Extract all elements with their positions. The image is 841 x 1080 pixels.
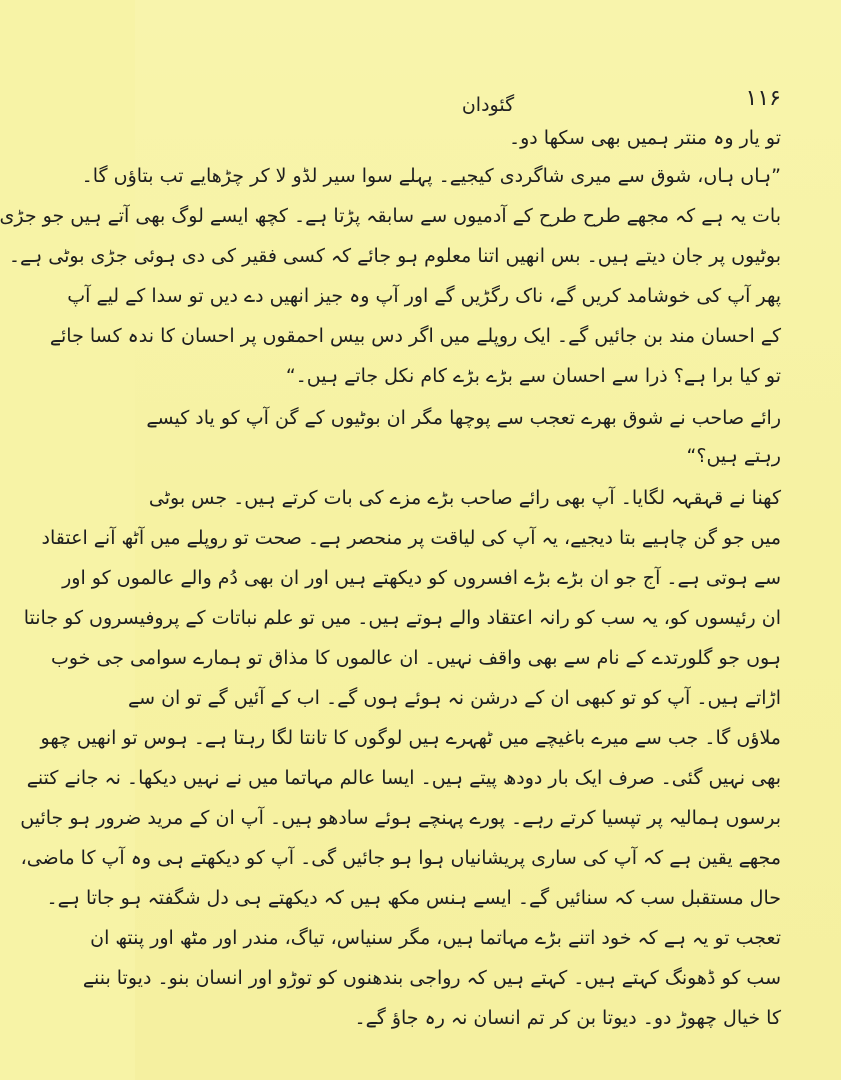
text-line: بھی نہیں گئی۔ صرف ایک بار دودھ پیتے ہیں۔ ایسا عالم مہاتما میں نے نہیں دیکھا۔ نہ جانے کتنے [26,767,781,789]
text-line: ”ہاں ہاں، شوق سے میری شاگردی کیجیے۔ پہلے سوا سیر لڈو لا کر چڑھایے تب بتاؤں گا۔ [81,165,781,187]
text-line: کا خیال چھوڑ دو۔ دیوتا بن کر تم انسان نہ رہ جاؤ گے۔ [354,1007,781,1029]
text-line: تو یار وہ منتر ہمیں بھی سکھا دو۔ [509,127,781,149]
text-line: پھر آپ کی خوشامد کریں گے، ناک رگڑیں گے اور آپ وہ جیز انھیں دے دیں تو سدا کے لیے آپ [67,285,781,307]
text-line: ملاؤں گا۔ جب سے میرے باغیچے میں ٹھہرے ہیں لوگوں کا تانتا لگا رہتا ہے۔ ہوس تو انھیں چھو [40,727,781,749]
running-head: گئودان [461,94,515,116]
text-line: مجھے یقین ہے کہ آپ کی ساری پریشانیاں ہوا ہو جائیں گی۔ آپ کو دیکھتے ہی وہ آپ کا ماضی، [20,847,781,869]
text-line: حال مستقبل سب کہ سنائیں گے۔ ایسے ہنس مکھ ہیں کہ دیکھتے ہی دل شگفتہ ہو جاتا ہے۔ [46,887,781,909]
text-line: اڑاتے ہیں۔ آپ کو تو کبھی ان کے درشن نہ ہوئے ہوں گے۔ اب کے آئیں گے تو ان سے [128,687,781,709]
text-line: برسوں ہمالیہ پر تپسیا کرتے رہے۔ پورے پہنچے ہوئے سادھو ہیں۔ آپ ان کے مرید ضرور ہو جائیں [20,807,781,829]
text-line: ہوں جو گلورتدے کے نام سے بھی واقف نہیں۔ ان عالموں کا مذاق تو ہمارے سوامی جی خوب [50,647,781,669]
text-line: بوٹیوں پر جان دیتے ہیں۔ بس انھیں اتنا معلوم ہو جائے کہ کسی فقیر کی دی ہوئی جڑی بوٹی ہے۔ [8,245,781,267]
text-line: کے احسان مند بن جائیں گے۔ ایک روپلے میں اگر دس بیس احمقوں پر احسان کا ندہ کسا جائے [49,325,781,347]
text-line: بات یہ ہے کہ مجھے طرح طرح کے آدمیوں سے سابقہ پڑتا ہے۔ کچھ ایسے لوگ بھی آتے ہیں جو جڑی [0,205,781,227]
text-line: سب کو ڈھونگ کہتے ہیں۔ کہتے ہیں کہ رواجی بندھنوں کو توڑو اور انسان بنو۔ دیوتا بننے [82,967,781,989]
text-line: میں جو گن چاہیے بتا دیجیے، یہ آپ کی لیاقت پر منحصر ہے۔ صحت تو روپلے میں آٹھ آنے اعتقاد [41,527,781,549]
text-line: ان رئیسوں کو، یہ سب کو رانہ اعتقاد والے ہوتے ہیں۔ میں تو علم نباتات کے پروفیسروں کو جانتا [23,607,781,629]
text-line: کھنا نے قہقہہ لگایا۔ آپ بھی رائے صاحب بڑے مزے کی بات کرتے ہیں۔ جس بوٹی [148,487,781,509]
text-line: تو کیا برا ہے؟ ذرا سے احسان سے بڑے بڑے کام نکل جاتے ہیں۔“ [285,365,781,387]
text-line: رہتے ہیں؟“ [686,445,781,467]
page-number: ۱۱۶ [745,86,781,111]
text-line: تعجب تو یہ ہے کہ خود اتنے بڑے مہاتما ہیں، مگر سنیاس، تیاگ، مندر اور مٹھ اور پنتھ ان [90,927,781,949]
text-line: سے ہوتی ہے۔ آج جو ان بڑے بڑے افسروں کو دیکھتے ہیں اور ان بھی دُم والے عالموں کو اور [62,567,781,589]
text-line: رائے صاحب نے شوق بھرے تعجب سے پوچھا مگر ان بوٹیوں کے گن آپ کو یاد کیسے [146,407,781,429]
